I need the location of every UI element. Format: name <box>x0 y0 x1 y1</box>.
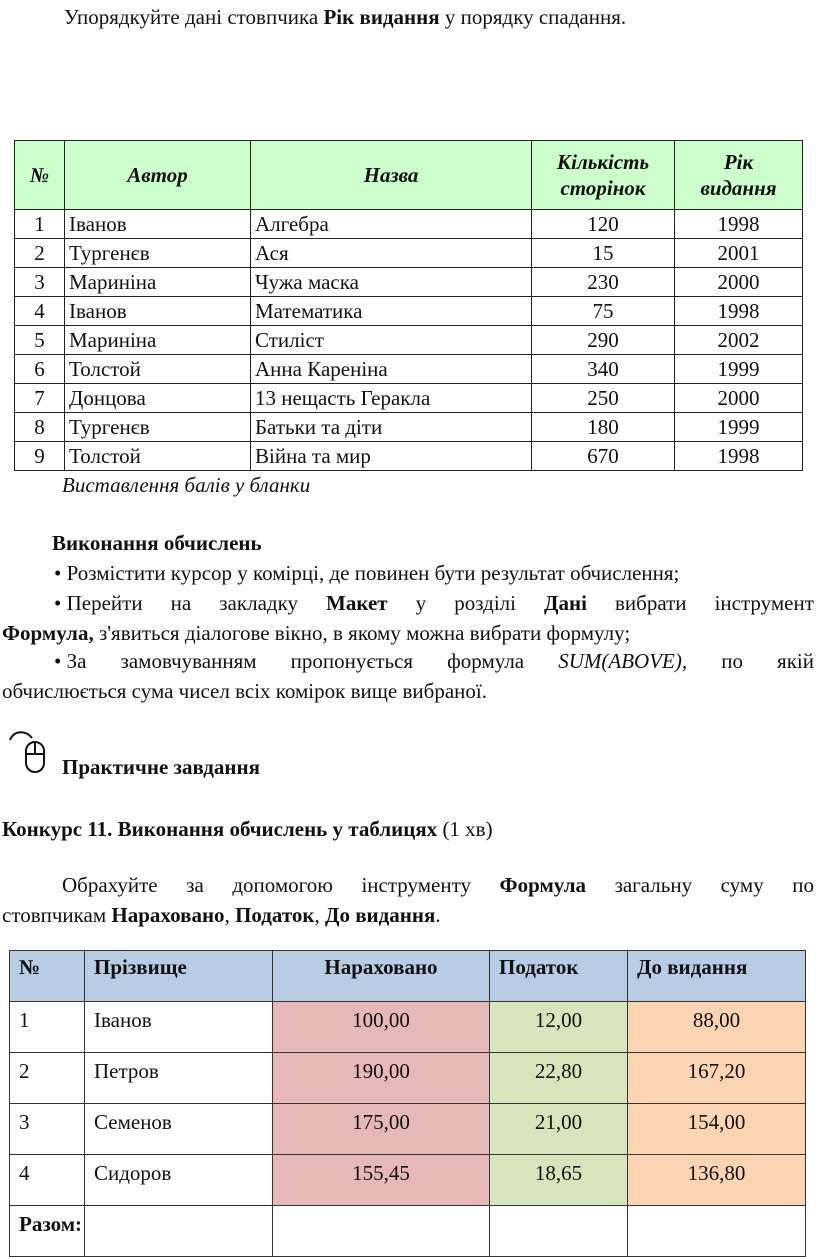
word: Перейти <box>66 591 143 615</box>
cell-title[interactable]: Батьки та діти <box>251 413 532 442</box>
header-pages[interactable] <box>532 141 675 210</box>
header-surname[interactable]: Прізвище <box>85 951 273 1002</box>
header-accrued[interactable]: Нараховано <box>273 951 490 1002</box>
cell-pages[interactable]: 180 <box>532 413 675 442</box>
cell-to-issue[interactable]: 136,80 <box>628 1155 806 1206</box>
cell-title[interactable]: Алгебра <box>251 210 532 239</box>
header-to-issue[interactable]: До видання <box>628 951 806 1002</box>
header-tax[interactable]: Податок <box>490 951 628 1002</box>
task-line1 <box>62 870 814 900</box>
word-bold: Формула <box>499 873 587 897</box>
cell-number[interactable]: 4 <box>15 297 65 326</box>
bullet-3-line2: обчислюється сума чисел всіх комірок вище вибраної. <box>2 679 487 703</box>
cell-surname[interactable]: Іванов <box>85 1002 273 1053</box>
cell-pages[interactable]: 75 <box>532 297 675 326</box>
header-number[interactable]: № <box>15 141 65 210</box>
table-row <box>10 1053 806 1104</box>
cell-title[interactable]: Стиліст <box>251 326 532 355</box>
cell-year[interactable]: 2002 <box>675 326 803 355</box>
word: допомогою <box>232 873 333 897</box>
header-title[interactable]: Назва <box>251 141 532 210</box>
table-row <box>15 239 803 268</box>
books-table <box>14 140 803 471</box>
cell-title[interactable]: Математика <box>251 297 532 326</box>
header-year-line1: Рік <box>723 150 754 174</box>
task-line2 <box>2 900 441 930</box>
table-row <box>15 297 803 326</box>
table-row <box>10 1002 806 1053</box>
cell-number[interactable]: 6 <box>15 355 65 384</box>
cell-author[interactable]: Толстой <box>65 355 251 384</box>
header-pages-line2: сторінок <box>560 176 646 200</box>
cell-tax[interactable]: 21,00 <box>490 1104 628 1155</box>
cell-pages[interactable]: 15 <box>532 239 675 268</box>
cell-author[interactable]: Іванов <box>65 210 251 239</box>
table-row <box>15 210 803 239</box>
table-row <box>15 442 803 471</box>
bullet-symbol: • <box>54 561 62 585</box>
word: якій <box>777 649 814 673</box>
cell-number[interactable]: 3 <box>15 268 65 297</box>
word: замовчуванням <box>120 649 257 673</box>
cell-year[interactable]: 1999 <box>675 413 803 442</box>
bullet-symbol: • <box>54 591 62 615</box>
word: по <box>721 649 743 673</box>
word-bold: Дані <box>544 591 587 615</box>
word: Обрахуйте <box>62 873 158 897</box>
header-pages-line1: Кількість <box>556 150 650 174</box>
contest-title <box>2 814 493 844</box>
table-row <box>10 1155 806 1206</box>
cell-pages[interactable]: 230 <box>532 268 675 297</box>
word: вибрати <box>614 591 687 615</box>
cell-surname[interactable]: Сидоров <box>85 1155 273 1206</box>
word-bold: Макет <box>326 591 388 615</box>
table-row <box>15 355 803 384</box>
cell-tax[interactable]: 18,65 <box>490 1155 628 1206</box>
cell-surname[interactable]: Петров <box>85 1053 273 1104</box>
cell-pages[interactable]: 120 <box>532 210 675 239</box>
total-tax-cell[interactable] <box>490 1206 628 1257</box>
word: пропонується <box>290 649 414 673</box>
table-row <box>15 268 803 297</box>
cell-year[interactable]: 1998 <box>675 210 803 239</box>
cell-number[interactable]: 2 <box>10 1053 85 1104</box>
cell-title[interactable]: 13 нещасть Геракла <box>251 384 532 413</box>
cell-pages[interactable]: 250 <box>532 384 675 413</box>
total-label: Разом: <box>10 1206 85 1257</box>
table-row <box>10 1104 806 1155</box>
header-year-line2: видання <box>700 176 777 200</box>
cell-number[interactable]: 5 <box>15 326 65 355</box>
header-year[interactable] <box>675 141 803 210</box>
cell-author[interactable]: Толстой <box>65 442 251 471</box>
cell-surname[interactable]: Семенов <box>85 1104 273 1155</box>
text: з'явиться діалогове вікно, в якому можна вибрати формулу; <box>93 621 631 645</box>
cell-accrued[interactable]: 100,00 <box>273 1002 490 1053</box>
text: , <box>224 903 236 927</box>
word: інструмент <box>714 591 814 615</box>
cell-accrued[interactable]: 155,45 <box>273 1155 490 1206</box>
cell-tax[interactable]: 12,00 <box>490 1002 628 1053</box>
cell-title[interactable]: Війна та мир <box>251 442 532 471</box>
intro-prefix: Упорядкуйте дані стовпчика <box>64 5 324 29</box>
cell-year[interactable]: 2000 <box>675 384 803 413</box>
word: формула <box>447 649 525 673</box>
header-author[interactable]: Автор <box>65 141 251 210</box>
cell-year[interactable]: 2000 <box>675 268 803 297</box>
contest-duration: (1 хв) <box>437 817 493 841</box>
cell-year[interactable]: 1999 <box>675 355 803 384</box>
cell-author[interactable]: Мариніна <box>65 268 251 297</box>
cell-number[interactable]: 4 <box>10 1155 85 1206</box>
bullet-3-line1 <box>54 646 814 676</box>
books-table-header <box>15 141 803 210</box>
word: загальну <box>614 873 693 897</box>
table-caption: Виставлення балів у бланки <box>62 473 311 497</box>
table-row <box>15 413 803 442</box>
salary-table-header <box>10 951 806 1002</box>
cell-accrued[interactable]: 190,00 <box>273 1053 490 1104</box>
cell-author[interactable]: Донцова <box>65 384 251 413</box>
cell-year[interactable]: 2001 <box>675 239 803 268</box>
word-bold: Формула, <box>2 621 94 645</box>
cell-to-issue[interactable]: 154,00 <box>628 1104 806 1155</box>
word-bold: Нараховано <box>111 903 225 927</box>
word: на <box>170 591 192 615</box>
bullet-2-line1 <box>54 588 814 618</box>
word: закладку <box>219 591 298 615</box>
word: у <box>415 591 427 615</box>
total-to-issue-cell[interactable] <box>628 1206 806 1257</box>
bullet-1-text: Розмістити курсор у комірці, де повинен бути результат обчислення; <box>66 561 680 585</box>
word-bold: До видання <box>325 903 436 927</box>
intro-suffix: у порядку спадання. <box>439 5 627 29</box>
salary-table <box>9 950 806 1257</box>
cell-number[interactable]: 3 <box>10 1104 85 1155</box>
cell-to-issue[interactable]: 88,00 <box>628 1002 806 1053</box>
cell-year[interactable]: 1998 <box>675 442 803 471</box>
header-number[interactable]: № <box>10 951 85 1002</box>
bullet-3-symbol-word <box>54 646 86 676</box>
cell-number[interactable]: 8 <box>15 413 65 442</box>
contest-bold: Конкурс 11. Виконання обчислень у таблицях <box>2 817 438 841</box>
bullet-1 <box>54 558 679 588</box>
cell-pages[interactable]: 290 <box>532 326 675 355</box>
table-row <box>15 384 803 413</box>
word: інструменту <box>361 873 471 897</box>
cell-number[interactable]: 2 <box>15 239 65 268</box>
cell-accrued[interactable]: 175,00 <box>273 1104 490 1155</box>
word: за <box>186 873 204 897</box>
cell-number[interactable]: 1 <box>10 1002 85 1053</box>
table-row <box>15 326 803 355</box>
bullet-2-symbol-word <box>54 588 143 618</box>
intro-bold: Рік видання <box>323 5 440 29</box>
cell-title[interactable]: Ася <box>251 239 532 268</box>
total-empty-surname[interactable] <box>85 1206 273 1257</box>
cell-pages[interactable]: 670 <box>532 442 675 471</box>
text: , <box>314 903 326 927</box>
practice-title: Практичне завдання <box>62 755 260 779</box>
text: стовпчикам <box>2 903 112 927</box>
word: розділі <box>454 591 516 615</box>
cell-number[interactable]: 7 <box>15 384 65 413</box>
cell-author[interactable]: Іванов <box>65 297 251 326</box>
section-title: Виконання обчислень <box>52 531 262 555</box>
total-accrued-cell[interactable] <box>273 1206 490 1257</box>
total-row <box>10 1206 806 1257</box>
bullet-symbol: • <box>54 649 62 673</box>
bullet-2-line2 <box>2 618 630 648</box>
cell-number[interactable]: 9 <box>15 442 65 471</box>
cell-title[interactable]: Чужа маска <box>251 268 532 297</box>
word-bold: Податок <box>235 903 315 927</box>
word: За <box>66 649 87 673</box>
cell-to-issue[interactable]: 167,20 <box>628 1053 806 1104</box>
cell-author[interactable]: Мариніна <box>65 326 251 355</box>
mouse-icon <box>6 728 50 781</box>
cell-author[interactable]: Тургенєв <box>65 413 251 442</box>
word-italic: SUM(ABOVE), <box>558 649 688 673</box>
word: суму <box>720 873 764 897</box>
cell-number[interactable]: 1 <box>15 210 65 239</box>
intro-text <box>64 2 626 32</box>
word: по <box>792 873 814 897</box>
cell-author[interactable]: Тургенєв <box>65 239 251 268</box>
cell-tax[interactable]: 22,80 <box>490 1053 628 1104</box>
cell-year[interactable]: 1998 <box>675 297 803 326</box>
text: . <box>435 903 441 927</box>
cell-title[interactable]: Анна Кареніна <box>251 355 532 384</box>
cell-pages[interactable]: 340 <box>532 355 675 384</box>
